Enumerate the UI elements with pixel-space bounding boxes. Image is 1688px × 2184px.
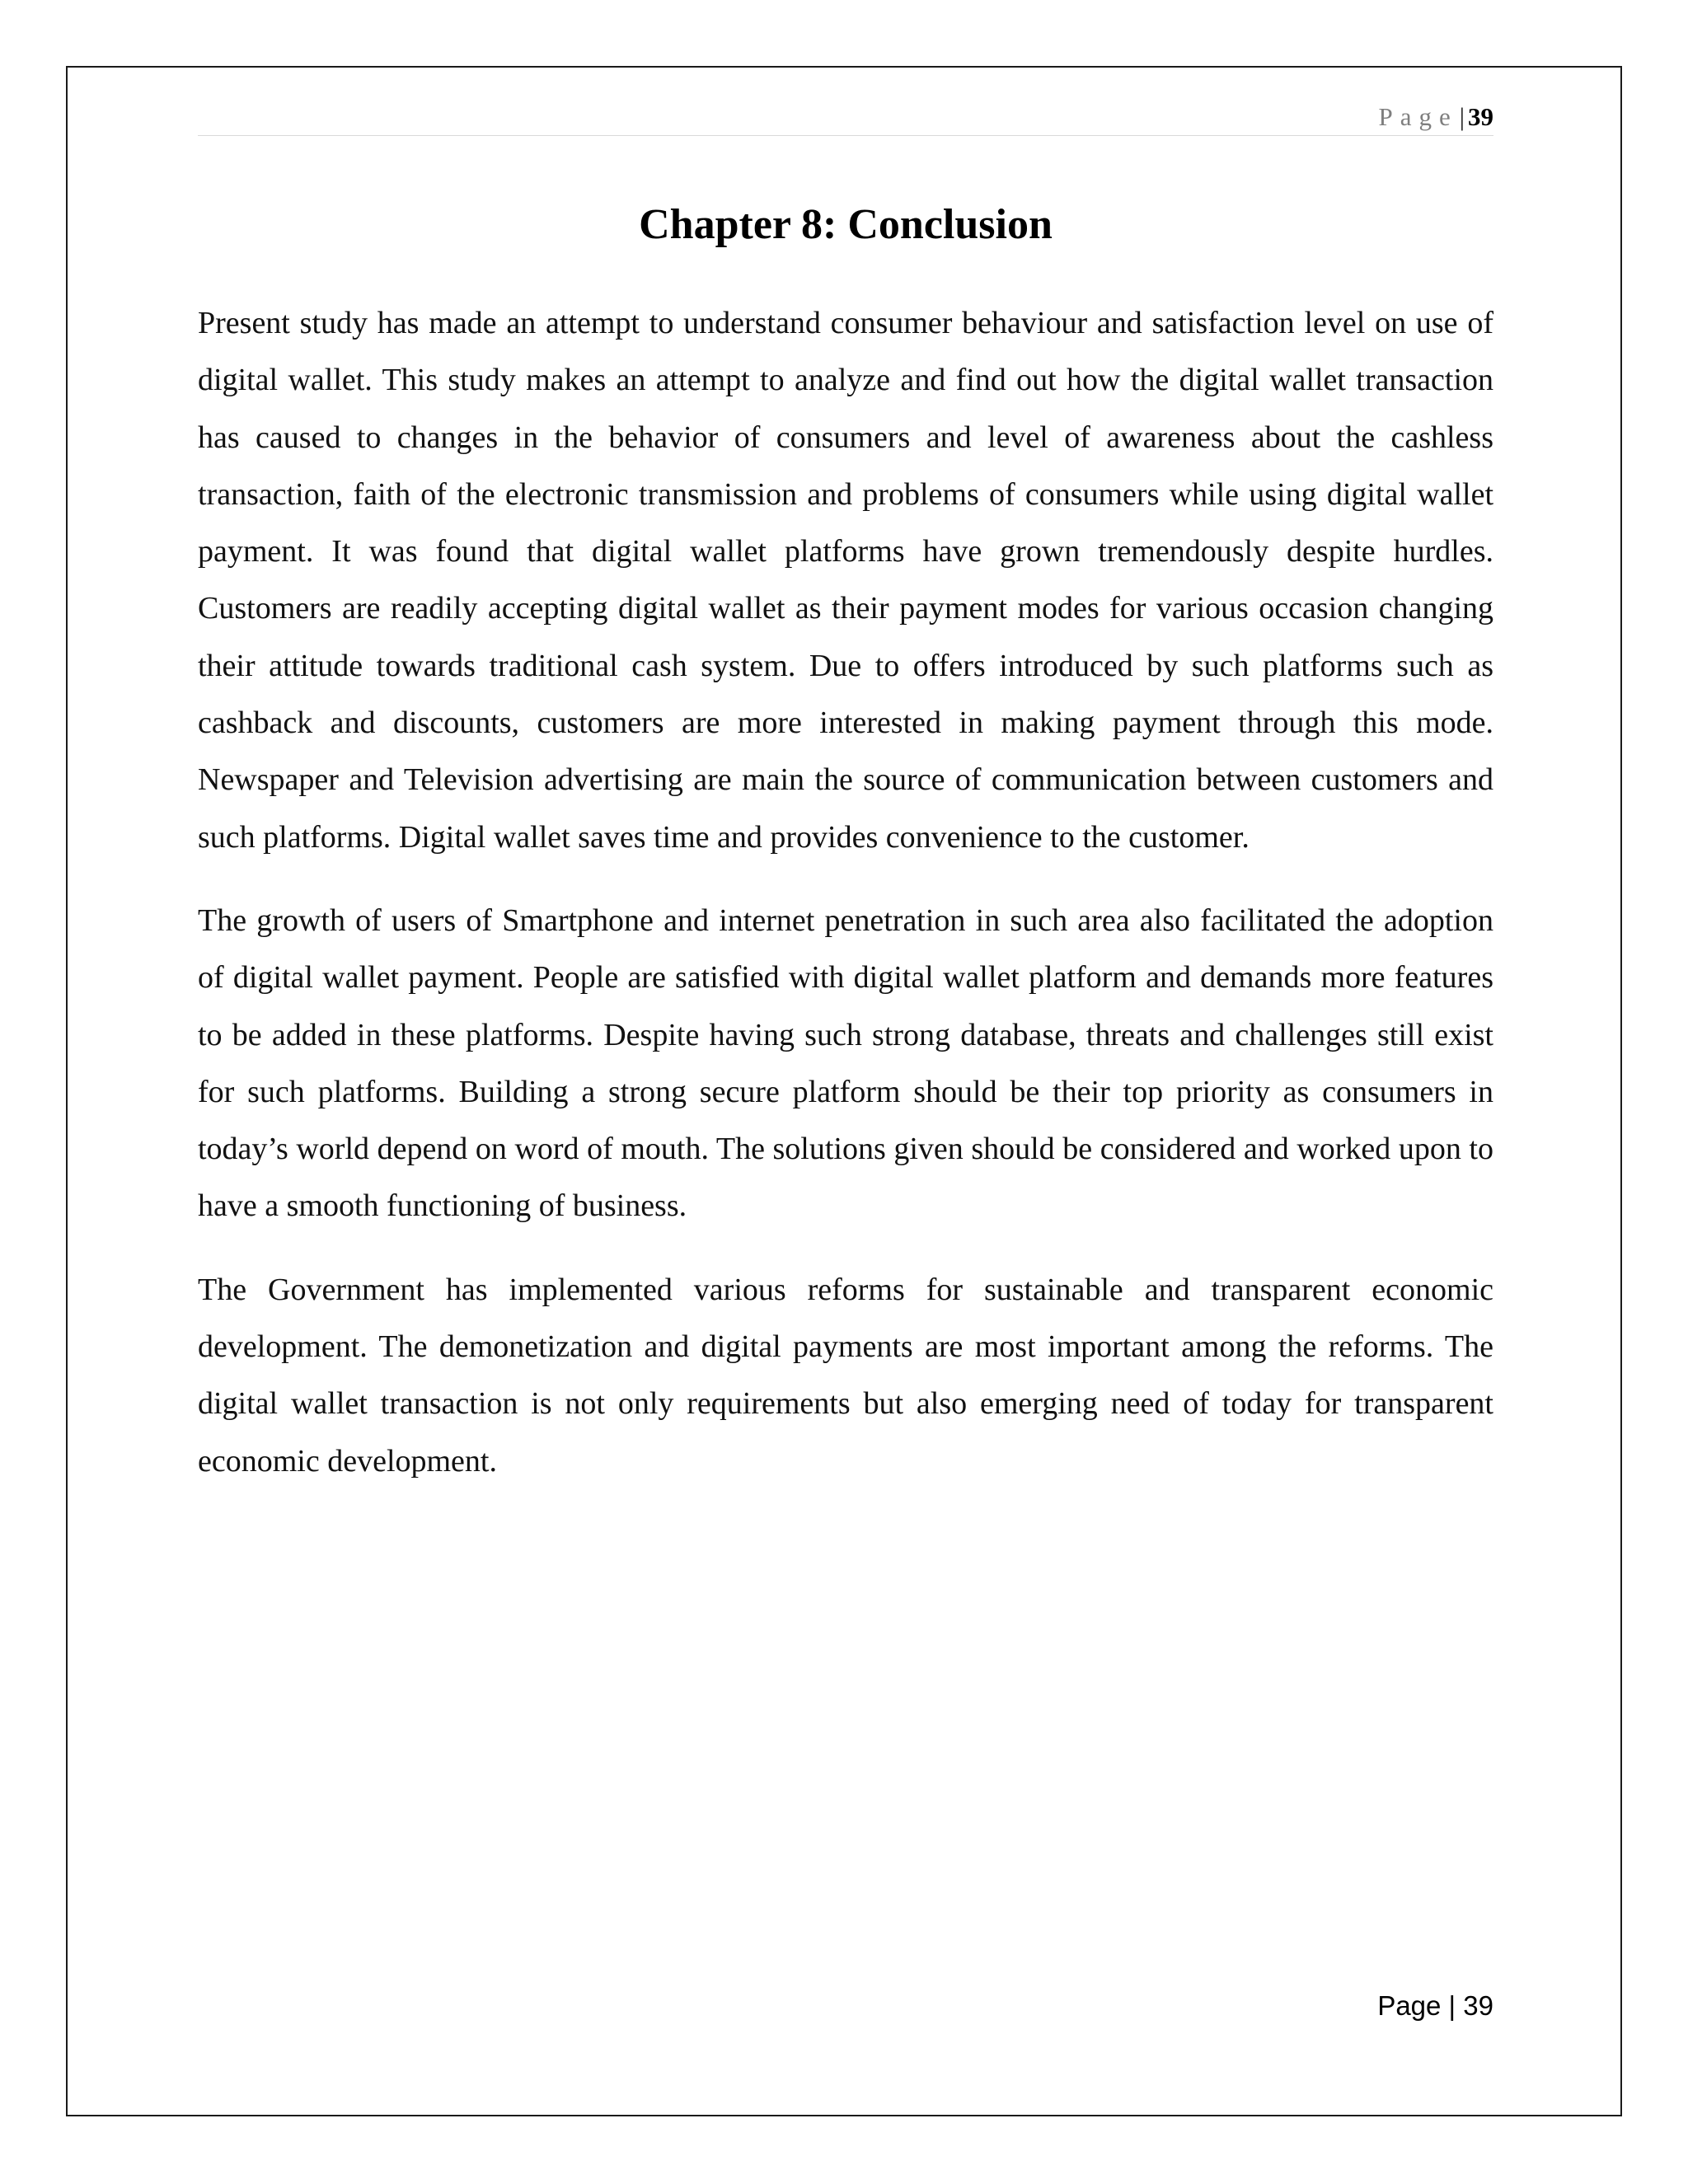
header-separator: | — [1459, 102, 1465, 131]
header-page-number: 39 — [1468, 102, 1493, 131]
page-footer: Page | 39 — [1377, 1990, 1493, 2021]
body-text — [198, 295, 1493, 1516]
paragraph: Present study has made an attempt to understand consumer behaviour and satisfaction level on use of digital wallet. This study makes an attempt to analyze and find out how the digital wallet transaction has caused to changes in the behavior of consumers and level of awareness about the cashless transaction, faith of the electronic transmission and problems of consumers while using digital wallet payment. It was found that digital wallet platforms have grown tremendously despite hurdles. Customers are readily accepting digital wallet as their payment modes for various occasion changing their attitude towards traditional cash system. Due to offers introduced by such platforms such as cashback and discounts, customers are more interested in making payment through this mode. Newspaper and Television advertising are main the source of communication between customers and such platforms. Digital wallet saves time and provides convenience to the customer. — [198, 306, 1493, 855]
paragraph: The Government has implemented various reforms for sustainable and transparent economic development. The demonetization and digital payments are most important among the reforms. The digital wallet transaction is not only requirements but also emerging need of today for transparent economic development. — [198, 1272, 1493, 1479]
paragraph: The growth of users of Smartphone and internet penetration in such area also facilitated the adoption of digital wallet payment. People are satisfied with digital wallet platform and demands more features to be added in these platforms. Despite having such strong database, threats and challenges still exist for such platforms. Building a strong secure platform should be their top priority as consumers in today’s world depend on word of mouth. The solutions given should be considered and worked upon to have a smooth functioning of business. — [198, 902, 1493, 1224]
header-page-word: Page — [1378, 102, 1458, 131]
page-header — [198, 99, 1493, 136]
chapter-title: Chapter 8: Conclusion — [639, 201, 1053, 248]
